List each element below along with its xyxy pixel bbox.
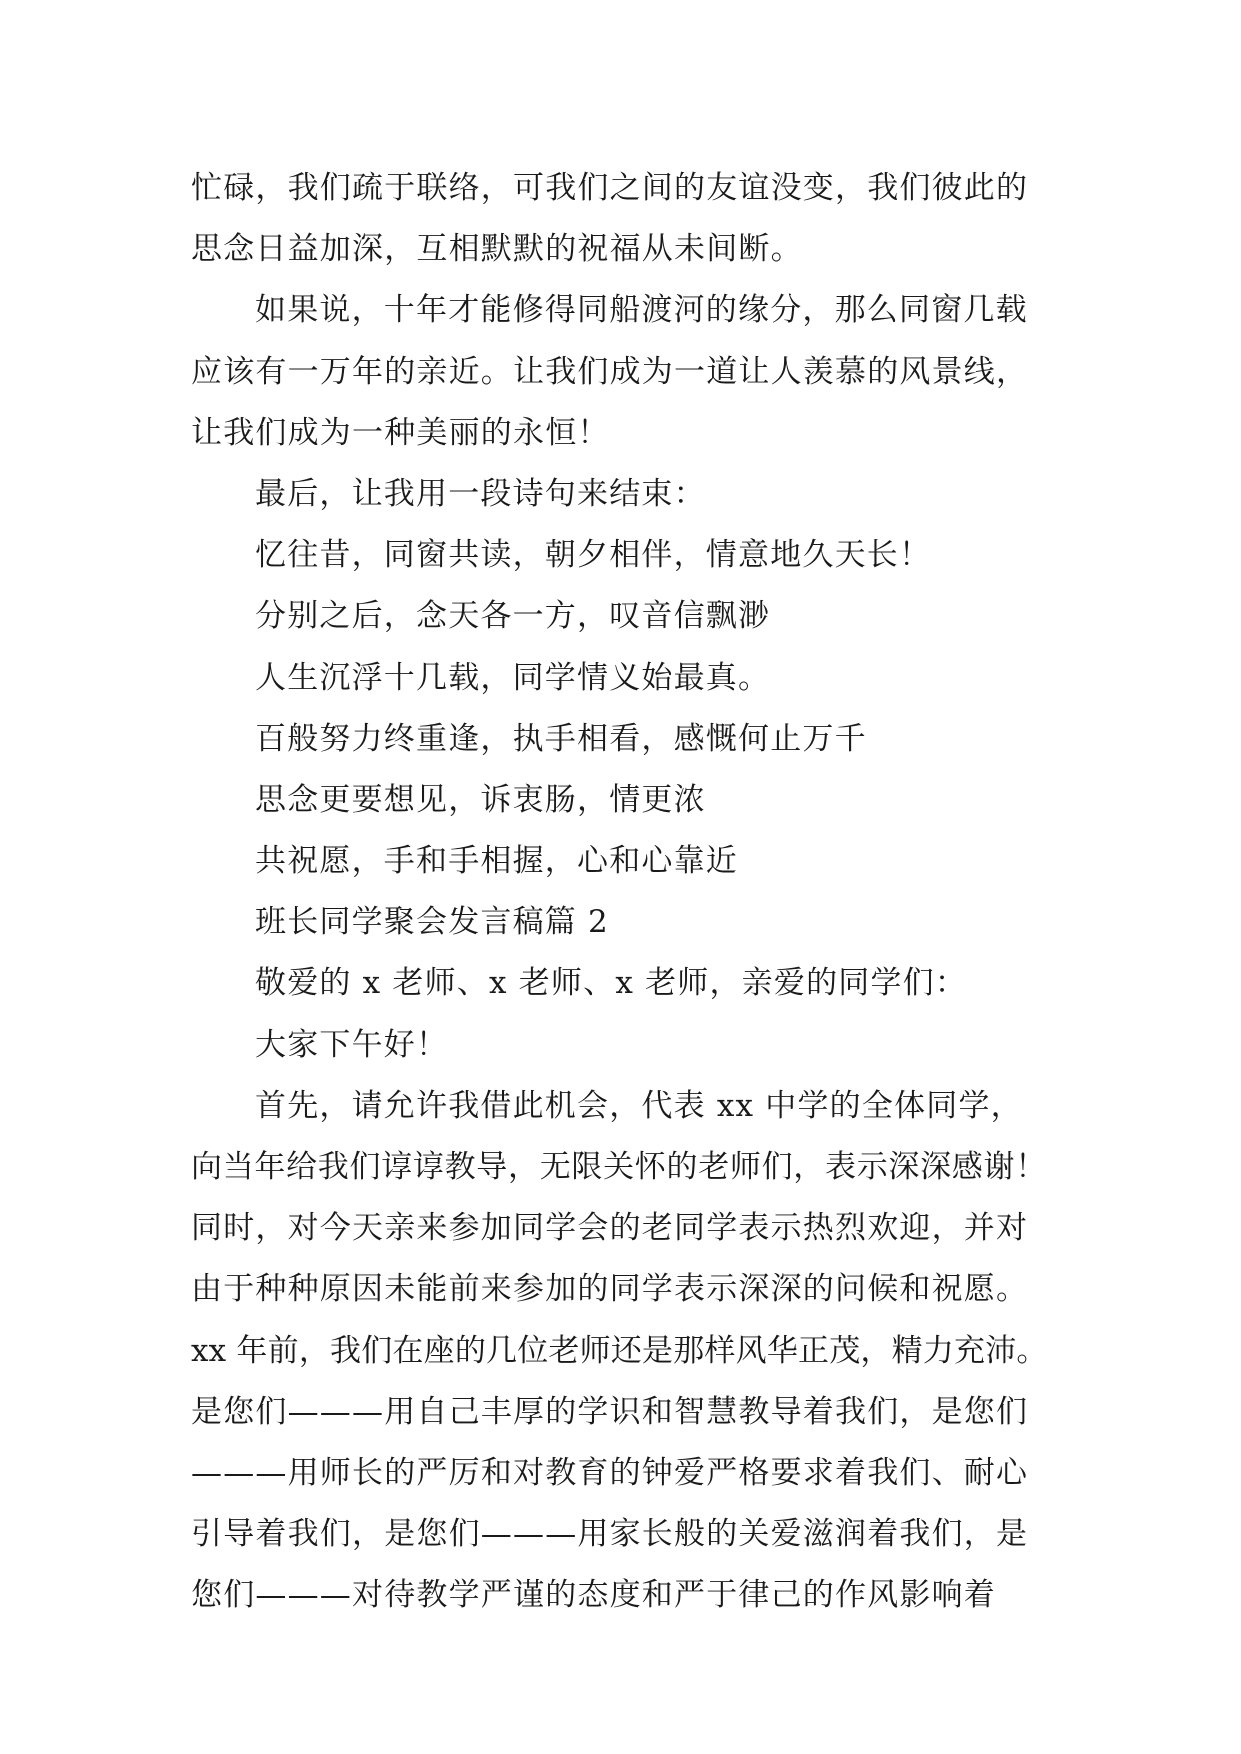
- paragraph-line: ———用师长的严厉和对教育的钟爱严格要求着我们、耐心: [191, 1454, 1029, 1491]
- paragraph-line: 忙碌，我们疏于联络，可我们之间的友谊没变，我们彼此的: [191, 170, 1029, 206]
- paragraph-line: 最后，让我用一段诗句来结束：: [255, 475, 706, 512]
- poem-line: 思念更要想见，诉衷肠，情更浓: [255, 781, 706, 818]
- paragraph-line: 引导着我们，是您们———用家长般的关爱滋润着我们，是: [191, 1516, 1029, 1553]
- paragraph-line: 应该有一万年的亲近。让我们成为一道让人羡慕的风景线，: [191, 353, 1029, 390]
- poem-line: 分别之后，念天各一方，叹音信飘渺: [255, 598, 771, 635]
- paragraph-line: 是您们———用自己丰厚的学识和智慧教导着我们，是您们: [191, 1393, 1029, 1430]
- document-body: [191, 158, 1051, 1627]
- section-heading: 班长同学聚会发言稿篇 2: [255, 904, 609, 941]
- paragraph-line: 向当年给我们谆谆教导，无限关怀的老师们，表示深深感谢！: [191, 1149, 1047, 1185]
- paragraph-line: 思念日益加深，互相默默的祝福从未间断。: [191, 231, 803, 268]
- poem-line: 人生沉浮十几载，同学情义始最真。: [255, 659, 771, 696]
- greeting-line: 大家下午好！: [255, 1026, 449, 1063]
- poem-line: 百般努力终重逢，执手相看，感慨何止万千: [255, 720, 867, 757]
- poem-line: 忆往昔，同窗共读，朝夕相伴，情意地久天长！: [255, 537, 932, 574]
- poem-line: 共祝愿，手和手相握，心和心靠近: [255, 843, 738, 880]
- paragraph-line: xx 年前，我们在座的几位老师还是那样风华正茂，精力充沛。: [191, 1332, 1048, 1369]
- paragraph-line: 同时，对今天亲来参加同学会的老同学表示热烈欢迎，并对: [191, 1210, 1029, 1247]
- paragraph-line: 由于种种原因未能前来参加的同学表示深深的问候和祝愿。: [191, 1271, 1029, 1308]
- paragraph-line: 您们———对待教学严谨的态度和严于律己的作风影响着: [191, 1577, 996, 1614]
- paragraph-line: 首先，请允许我借此机会，代表 xx 中学的全体同学，: [255, 1087, 1023, 1124]
- paragraph-line: 让我们成为一种美丽的永恒！: [191, 414, 610, 451]
- paragraph-line: 如果说，十年才能修得同船渡河的缘分，那么同窗几载: [255, 292, 1028, 329]
- salutation-line: 敬爱的 x 老师、x 老师、x 老师，亲爱的同学们：: [255, 965, 968, 1002]
